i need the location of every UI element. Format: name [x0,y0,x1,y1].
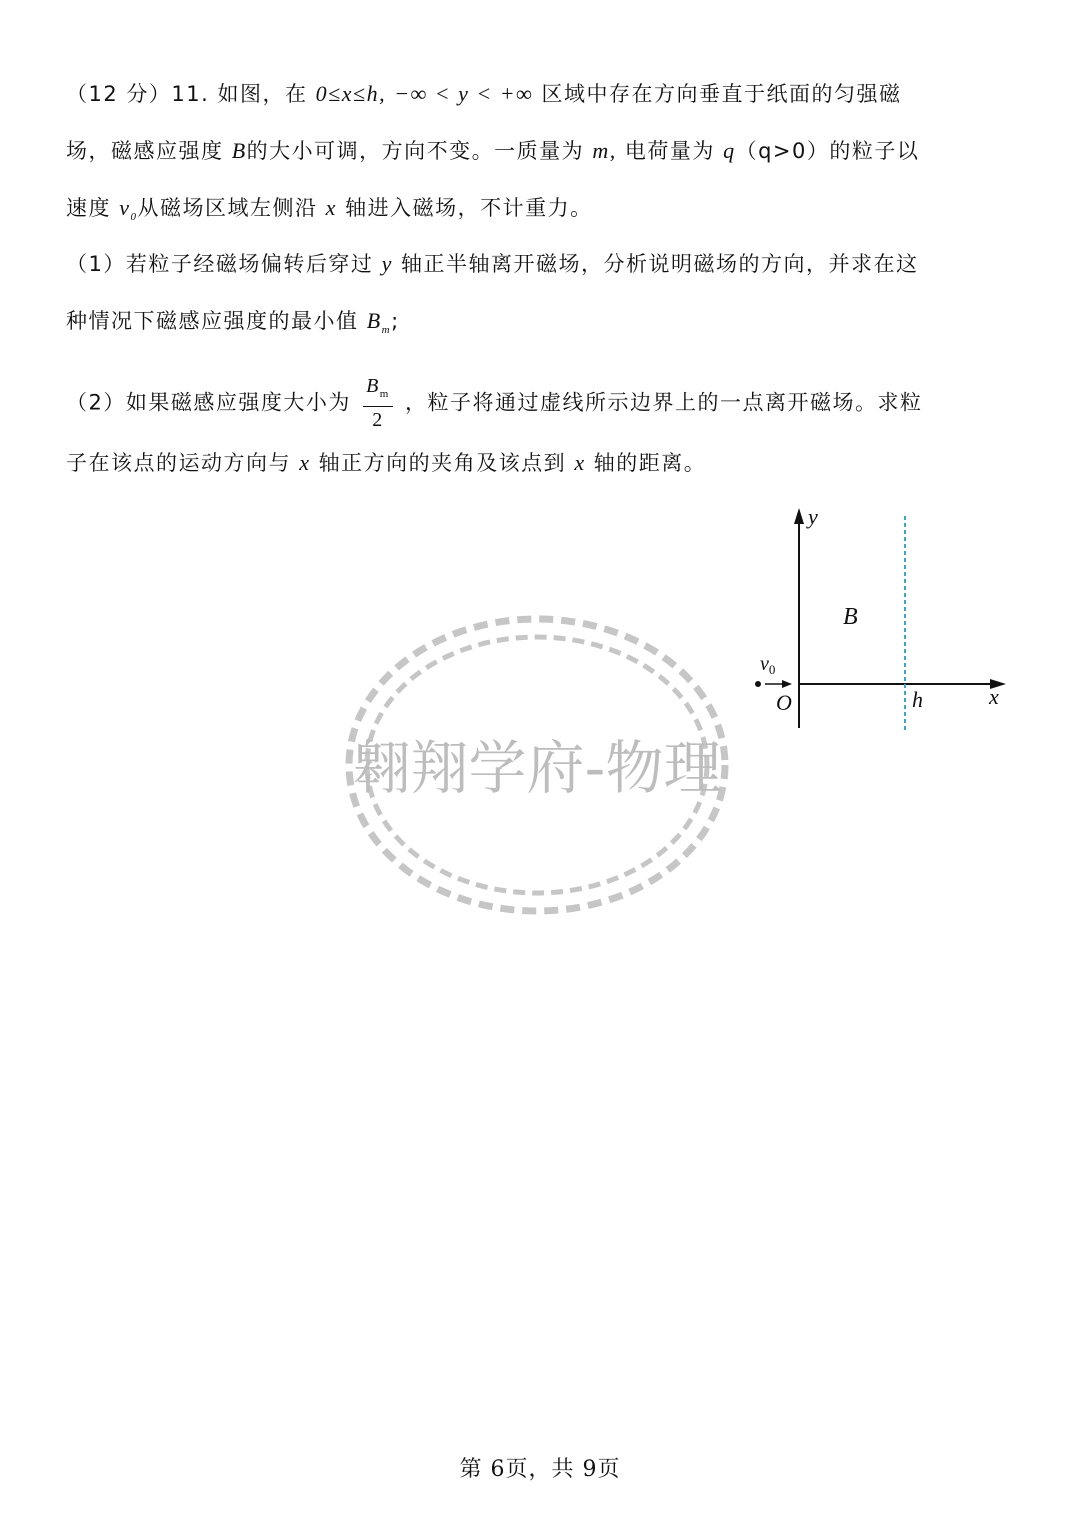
label-origin: O [776,690,792,715]
part1-line-2 [66,306,400,345]
part1-text: （1）若粒子经磁场偏转后穿过 [66,252,374,276]
symbol-m: m, [592,138,617,163]
symbol-v0 [119,195,138,223]
symbol-q: q [723,138,736,163]
part2-text: （2）如果磁感应强度大小为 [66,390,351,415]
problem-text: 速度 [66,196,111,220]
label-h: h [912,687,923,712]
part2-text: 子在该点的运动方向与 [66,451,291,475]
problem-line-2 [66,136,919,166]
particle-dot [755,681,761,687]
problem-text: 的粒子以 [829,139,920,163]
problem-text: 从磁场区域左侧沿 [137,196,318,220]
punctuation: ; [391,309,400,333]
symbol-B: B [366,308,382,333]
part2-text: 轴的距离。 [593,451,707,475]
velocity-arrow-head-icon [782,680,792,688]
problem-text: 区域中存在方向垂直于纸面的匀强磁 [541,82,902,106]
part1-text: 种情况下磁感应强度的最小值 [66,309,359,333]
y-axis-arrow-icon [794,508,804,524]
watermark-stamp [340,610,740,920]
label-v-sub: 0 [768,662,776,677]
label-B: B [843,604,858,630]
label-v0 [760,653,775,677]
problem-line-1 [66,79,901,109]
part1-text: 轴正半轴离开磁场，分析说明磁场的方向，并求在这 [401,252,919,276]
symbol-x: x [325,195,337,220]
symbol-v-sub: 0 [130,211,138,223]
problem-header: （12 分）11. 如图，在 [66,82,308,106]
symbol-B: B [366,375,380,397]
symbol-m-sub: m [381,324,392,336]
watermark-text: 翱翔学府-物理 [352,734,722,802]
fraction-numerator [363,374,393,407]
problem-text: 的大小可调，方向不变。一质量为 [246,139,585,163]
problem-text: 电荷量为 [624,139,715,163]
label-y: y [808,504,818,529]
symbol-x: x [574,450,586,475]
problem-text: 轴进入磁场，不计重力。 [345,196,593,220]
label-x: x [989,684,999,709]
figure-diagram [740,498,1020,738]
range-x: 0≤x≤h, [315,81,387,106]
label-v: v [760,653,769,675]
symbol-x: x [299,450,311,475]
part2-line-1 [66,374,923,433]
problem-line-3 [66,193,593,232]
fraction-denominator: 2 [372,409,384,431]
symbol-Bm [366,308,392,336]
range-y: −∞ < y < +∞ [394,81,534,106]
q-condition: （q>0） [735,139,830,163]
fraction-Bm-over-2 [363,374,393,433]
symbol-y: y [381,251,393,276]
symbol-B: B [231,138,247,163]
part2-line-2 [66,448,706,478]
problem-text: 场，磁感应强度 [66,139,224,163]
part2-text: ，粒子将通过虚线所示边界上的一点离开磁场。求粒 [405,390,923,415]
part1-line-1 [66,249,919,279]
page-footer: 第 6页，共 9页 [459,1457,621,1482]
symbol-m-sub: m [379,388,390,400]
part2-text: 轴正方向的夹角及该点到 [318,451,567,475]
symbol-v: v [119,195,131,220]
